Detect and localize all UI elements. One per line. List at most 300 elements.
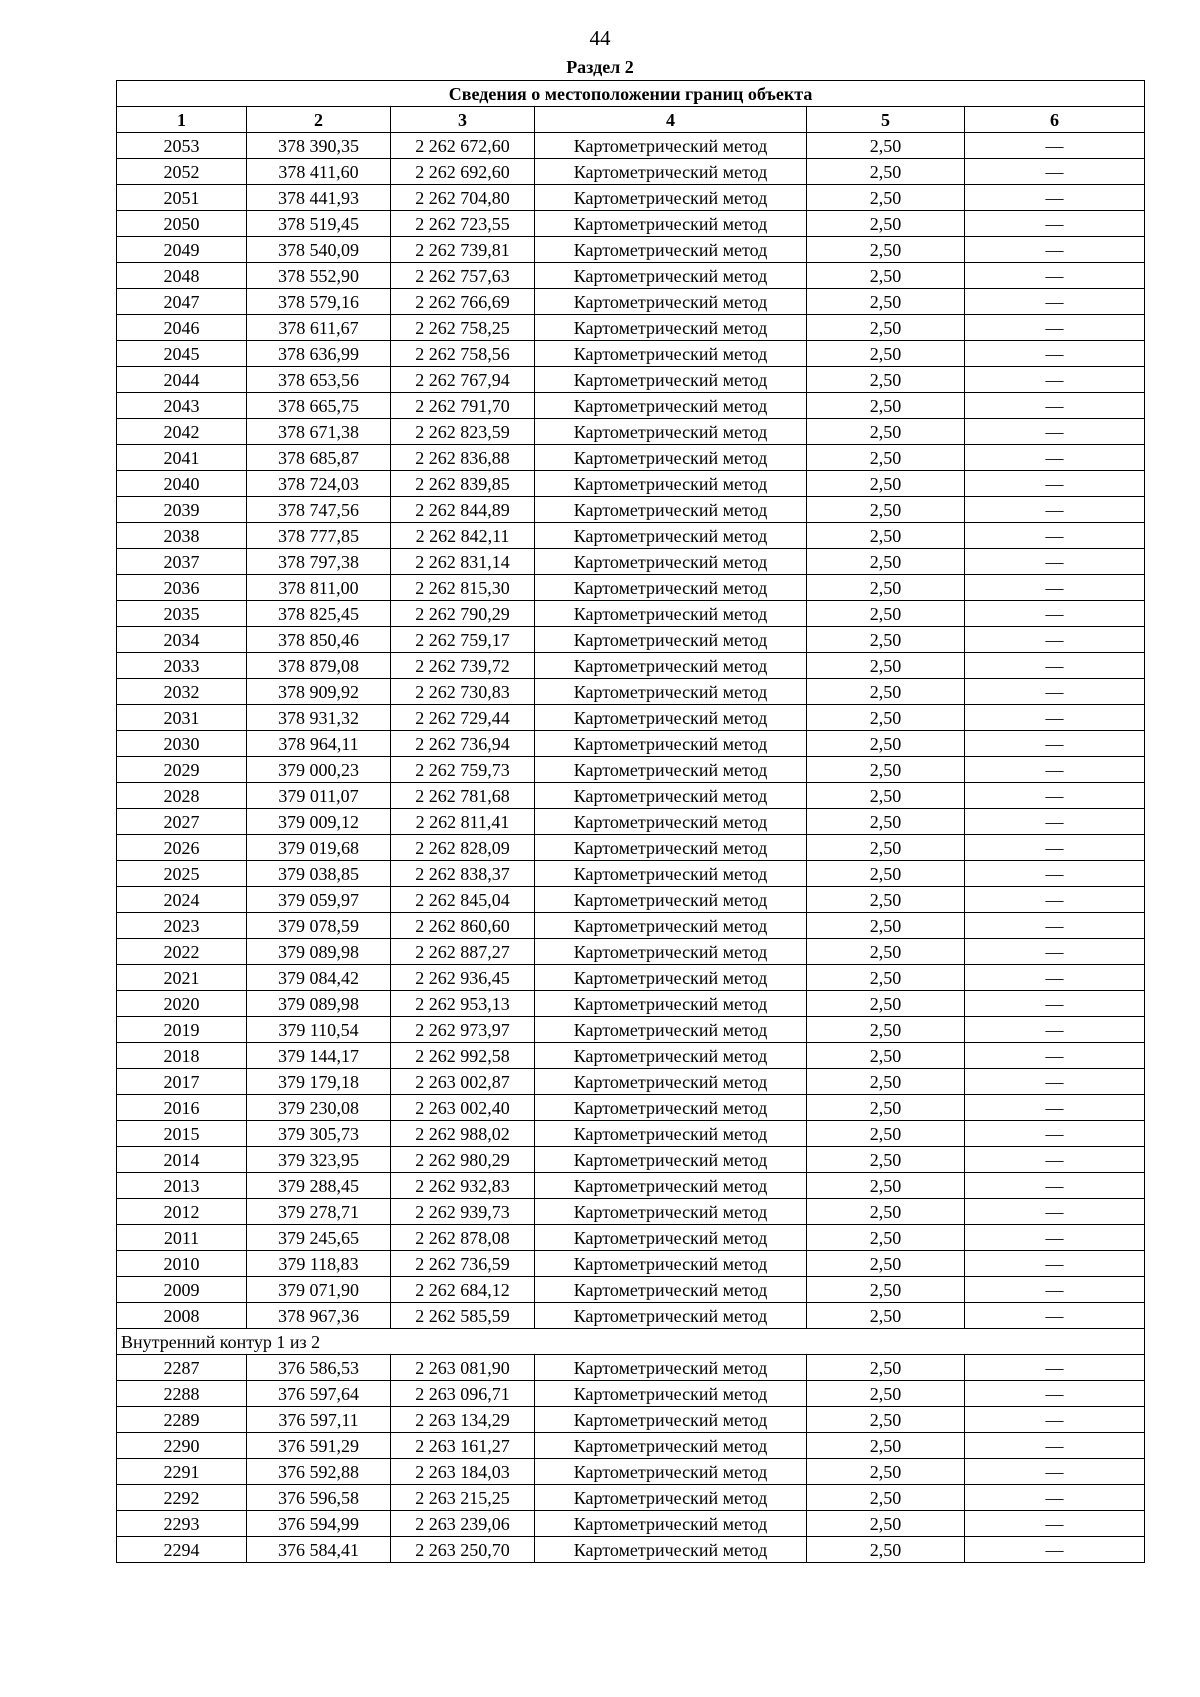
table-cell: 2 262 739,81 [391,237,535,263]
table-cell: 2 262 585,59 [391,1303,535,1329]
table-cell: 2 262 839,85 [391,471,535,497]
table-row [117,419,1145,445]
table-cell: — [965,1095,1145,1121]
table-row [117,757,1145,783]
table-cell: 379 288,45 [247,1173,391,1199]
table-cell: — [965,185,1145,211]
table-cell: Картометрический метод [535,1433,807,1459]
table-cell: — [965,1355,1145,1381]
table-cell: — [965,1017,1145,1043]
table-cell: 2 262 790,29 [391,601,535,627]
table-cell: 378 611,67 [247,315,391,341]
table-cell: Картометрический метод [535,159,807,185]
table-cell: — [965,1173,1145,1199]
table-cell: — [965,497,1145,523]
table-cell: 2 262 758,25 [391,315,535,341]
table-cell: 2,50 [807,575,965,601]
table-cell: — [965,133,1145,159]
table-cell: 379 089,98 [247,991,391,1017]
table-cell: 378 967,36 [247,1303,391,1329]
table-cell: Картометрический метод [535,1485,807,1511]
table-cell: — [965,1511,1145,1537]
table-cell: 2,50 [807,1485,965,1511]
table-cell: Картометрический метод [535,1355,807,1381]
table-cell: 2,50 [807,783,965,809]
table-cell: Картометрический метод [535,601,807,627]
table-cell: 2052 [117,159,247,185]
contour-separator [117,1329,1145,1355]
table-cell: 2,50 [807,523,965,549]
table-cell: 378 411,60 [247,159,391,185]
table-cell: Картометрический метод [535,419,807,445]
table-cell: — [965,1251,1145,1277]
table-cell: 2025 [117,861,247,887]
table-cell: — [965,419,1145,445]
table-cell: 378 579,16 [247,289,391,315]
table-row [117,549,1145,575]
table-cell: 2 262 758,56 [391,341,535,367]
table-row [117,1121,1145,1147]
table-cell: 376 591,29 [247,1433,391,1459]
table-cell: 2 262 831,14 [391,549,535,575]
table-cell: 2043 [117,393,247,419]
table-cell: 2,50 [807,471,965,497]
table-cell: 2 262 729,44 [391,705,535,731]
table-cell: 2,50 [807,1537,965,1563]
table-cell: 2,50 [807,1069,965,1095]
table-cell: 2015 [117,1121,247,1147]
table-cell: 378 540,09 [247,237,391,263]
table-cell: — [965,1459,1145,1485]
table-cell: 2,50 [807,1225,965,1251]
table-cell: 2 263 161,27 [391,1433,535,1459]
table-row [117,1407,1145,1433]
table-cell: — [965,1121,1145,1147]
table-row [117,1173,1145,1199]
table-cell: Картометрический метод [535,1173,807,1199]
table-cell: 2,50 [807,159,965,185]
table-cell: — [965,237,1145,263]
table-cell: 2018 [117,1043,247,1069]
table-cell: 2 262 723,55 [391,211,535,237]
table-cell: Картометрический метод [535,1251,807,1277]
table-cell: — [965,471,1145,497]
table-cell: 2,50 [807,445,965,471]
table-cell: 2,50 [807,1095,965,1121]
table-cell: 2020 [117,991,247,1017]
table-cell: 2 262 730,83 [391,679,535,705]
table-cell: 2,50 [807,1511,965,1537]
table-cell: 2 263 239,06 [391,1511,535,1537]
table-cell: 2034 [117,627,247,653]
table-cell: 378 519,45 [247,211,391,237]
table-cell: 2289 [117,1407,247,1433]
table-cell: 2 262 836,88 [391,445,535,471]
table-cell: 2031 [117,705,247,731]
table-cell: 2037 [117,549,247,575]
table-cell: 2 262 692,60 [391,159,535,185]
table-cell: 2 263 250,70 [391,1537,535,1563]
table-cell: 2,50 [807,185,965,211]
table-cell: Картометрический метод [535,731,807,757]
table-cell: 378 879,08 [247,653,391,679]
table-cell: 378 665,75 [247,393,391,419]
table-cell: — [965,809,1145,835]
table-cell: Картометрический метод [535,471,807,497]
table-cell: Картометрический метод [535,965,807,991]
table-cell: 2014 [117,1147,247,1173]
table-cell: 2 262 759,73 [391,757,535,783]
table-cell: Картометрический метод [535,1511,807,1537]
contour-row [117,1329,1145,1355]
table-cell: 2,50 [807,835,965,861]
table-cell: 2 262 953,13 [391,991,535,1017]
table-cell: 2,50 [807,809,965,835]
table-cell: 2 262 736,59 [391,1251,535,1277]
table-cell: 2 263 002,87 [391,1069,535,1095]
table-row [117,445,1145,471]
table-cell: 2,50 [807,133,965,159]
table-cell: 376 586,53 [247,1355,391,1381]
table-cell: 2,50 [807,1173,965,1199]
table-cell: Картометрический метод [535,913,807,939]
table-cell: — [965,861,1145,887]
table-cell: 2,50 [807,705,965,731]
table-cell: — [965,575,1145,601]
table-caption-row [117,81,1145,107]
table-cell: 2038 [117,523,247,549]
table-row [117,965,1145,991]
table-cell: 379 078,59 [247,913,391,939]
table-cell: 378 909,92 [247,679,391,705]
table-cell: 2044 [117,367,247,393]
table-cell: 378 777,85 [247,523,391,549]
table-cell: Картометрический метод [535,263,807,289]
table-cell: 2,50 [807,731,965,757]
table-cell: 2,50 [807,679,965,705]
table-cell: 2 262 759,17 [391,627,535,653]
table-cell: Картометрический метод [535,757,807,783]
column-header: 2 [247,107,391,133]
table-cell: Картометрический метод [535,341,807,367]
table-cell: 379 179,18 [247,1069,391,1095]
table-cell: 379 245,65 [247,1225,391,1251]
table-cell: 379 038,85 [247,861,391,887]
table-cell: 376 597,11 [247,1407,391,1433]
table-row [117,237,1145,263]
table-cell: Картометрический метод [535,289,807,315]
table-cell: 379 000,23 [247,757,391,783]
table-cell: 378 390,35 [247,133,391,159]
table-cell: 2022 [117,939,247,965]
column-header: 1 [117,107,247,133]
table-cell: Картометрический метод [535,1199,807,1225]
table-cell: Картометрический метод [535,653,807,679]
table-cell: — [965,1381,1145,1407]
table-cell: — [965,991,1145,1017]
table-cell: 379 110,54 [247,1017,391,1043]
table-cell: 2 262 757,63 [391,263,535,289]
table-row [117,393,1145,419]
table-cell: 2290 [117,1433,247,1459]
table-cell: — [965,1485,1145,1511]
table-cell: Картометрический метод [535,835,807,861]
table-row [117,1277,1145,1303]
table-cell: 2,50 [807,913,965,939]
table-cell: 2,50 [807,1251,965,1277]
table-cell: 2,50 [807,367,965,393]
table-cell: — [965,341,1145,367]
table-cell: — [965,445,1145,471]
table-cell: 2 262 828,09 [391,835,535,861]
table-cell: — [965,523,1145,549]
table-cell: Картометрический метод [535,1303,807,1329]
table-cell: Картометрический метод [535,393,807,419]
table-row [117,835,1145,861]
table-cell: 2,50 [807,1199,965,1225]
table-cell: 2,50 [807,263,965,289]
table-cell: 2 262 936,45 [391,965,535,991]
table-cell: 2048 [117,263,247,289]
table-cell: 378 441,93 [247,185,391,211]
table-cell: 2009 [117,1277,247,1303]
table-cell: 378 685,87 [247,445,391,471]
table-cell: 379 278,71 [247,1199,391,1225]
table-cell: 2 262 767,94 [391,367,535,393]
table-cell: 2029 [117,757,247,783]
table-cell: 2288 [117,1381,247,1407]
table-cell: Картометрический метод [535,575,807,601]
table-cell: 379 089,98 [247,939,391,965]
table-row [117,263,1145,289]
table-cell: 378 636,99 [247,341,391,367]
table-cell: Картометрический метод [535,549,807,575]
column-header: 6 [965,107,1145,133]
table-cell: 2292 [117,1485,247,1511]
table-cell: — [965,315,1145,341]
table-row [117,861,1145,887]
table-cell: Картометрический метод [535,1121,807,1147]
table-cell: 2 262 842,11 [391,523,535,549]
table-row [117,887,1145,913]
table-cell: 2046 [117,315,247,341]
table-cell: 2 262 781,68 [391,783,535,809]
table-row [117,211,1145,237]
table-cell: 2047 [117,289,247,315]
table-cell: 2 262 939,73 [391,1199,535,1225]
table-cell: 2,50 [807,1355,965,1381]
table-cell: 2,50 [807,1121,965,1147]
table-cell: 378 964,11 [247,731,391,757]
table-cell: 2036 [117,575,247,601]
table-row [117,1147,1145,1173]
table-cell: 2011 [117,1225,247,1251]
table-cell: 2027 [117,809,247,835]
table-cell: 2019 [117,1017,247,1043]
table-cell: 2,50 [807,419,965,445]
table-cell: 379 084,42 [247,965,391,991]
contour-table-body [117,1355,1145,1563]
table-cell: 2,50 [807,497,965,523]
table-row [117,679,1145,705]
table-row [117,341,1145,367]
table-cell: 2,50 [807,1433,965,1459]
table-cell: — [965,1537,1145,1563]
table-cell: 2017 [117,1069,247,1095]
table-cell: — [965,731,1145,757]
table-row [117,1485,1145,1511]
table-cell: — [965,263,1145,289]
table-cell: Картометрический метод [535,445,807,471]
table-cell: 2,50 [807,549,965,575]
table-cell: Картометрический метод [535,211,807,237]
table-cell: 2,50 [807,627,965,653]
table-row [117,783,1145,809]
table-cell: 2,50 [807,1303,965,1329]
table-cell: 2,50 [807,1459,965,1485]
table-cell: 378 724,03 [247,471,391,497]
table-cell: 2026 [117,835,247,861]
table-cell: — [965,549,1145,575]
table-cell: Картометрический метод [535,1043,807,1069]
table-cell: 2021 [117,965,247,991]
table-cell: Картометрический метод [535,1147,807,1173]
table-cell: 2013 [117,1173,247,1199]
table-cell: Картометрический метод [535,1407,807,1433]
table-cell: 2,50 [807,601,965,627]
table-cell: 2,50 [807,237,965,263]
table-cell: 2 262 766,69 [391,289,535,315]
table-body [117,133,1145,1329]
table-cell: 2,50 [807,289,965,315]
table-cell: — [965,367,1145,393]
table-row [117,939,1145,965]
table-cell: Картометрический метод [535,809,807,835]
table-cell: Картометрический метод [535,1017,807,1043]
table-cell: 379 071,90 [247,1277,391,1303]
table-cell: 2 262 992,58 [391,1043,535,1069]
table-cell: 378 552,90 [247,263,391,289]
table-row [117,1069,1145,1095]
table-cell: 2 262 973,97 [391,1017,535,1043]
table-header-row [117,107,1145,133]
table-cell: Картометрический метод [535,1069,807,1095]
table-cell: — [965,1303,1145,1329]
table-row [117,627,1145,653]
table-row [117,653,1145,679]
table-row [117,289,1145,315]
table-cell: 376 584,41 [247,1537,391,1563]
table-row [117,1381,1145,1407]
table-row [117,133,1145,159]
table-cell: 2 262 791,70 [391,393,535,419]
table-cell: 376 594,99 [247,1511,391,1537]
table-cell: Картометрический метод [535,497,807,523]
table-cell: 2 262 887,27 [391,939,535,965]
table-cell: Картометрический метод [535,1459,807,1485]
table-cell: 2 262 823,59 [391,419,535,445]
table-cell: Картометрический метод [535,237,807,263]
table-row [117,1459,1145,1485]
table-cell: — [965,627,1145,653]
table-cell: Картометрический метод [535,1277,807,1303]
table-cell: 378 931,32 [247,705,391,731]
table-cell: Картометрический метод [535,523,807,549]
table-cell: — [965,705,1145,731]
table-cell: 2,50 [807,1043,965,1069]
table-cell: 2041 [117,445,247,471]
table-cell: Картометрический метод [535,133,807,159]
table-cell: 2 262 860,60 [391,913,535,939]
table-cell: 2 262 815,30 [391,575,535,601]
table-row [117,1433,1145,1459]
table-cell: 2293 [117,1511,247,1537]
table-cell: — [965,835,1145,861]
table-cell: 2,50 [807,991,965,1017]
table-cell: 379 305,73 [247,1121,391,1147]
table-cell: Картометрический метод [535,939,807,965]
table-cell: 2 263 002,40 [391,1095,535,1121]
table-cell: 2 262 684,12 [391,1277,535,1303]
column-header: 4 [535,107,807,133]
table-cell: 2 262 844,89 [391,497,535,523]
table-cell: 2033 [117,653,247,679]
table-cell: 379 144,17 [247,1043,391,1069]
table-cell: 2012 [117,1199,247,1225]
table-row [117,471,1145,497]
table-cell: 2016 [117,1095,247,1121]
table-cell: Картометрический метод [535,627,807,653]
table-cell: 379 323,95 [247,1147,391,1173]
table-row [117,1017,1145,1043]
table-cell: — [965,1199,1145,1225]
table-cell: — [965,1225,1145,1251]
table-cell: Картометрический метод [535,1537,807,1563]
table-row [117,185,1145,211]
table-row [117,1251,1145,1277]
table-cell: — [965,1433,1145,1459]
table-cell: 2039 [117,497,247,523]
table-cell: 2 263 184,03 [391,1459,535,1485]
table-cell: Картометрический метод [535,861,807,887]
table-row [117,575,1145,601]
table-cell: 378 653,56 [247,367,391,393]
table-cell: 379 059,97 [247,887,391,913]
table-cell: 2024 [117,887,247,913]
table-cell: — [965,1277,1145,1303]
table-cell: 2 262 988,02 [391,1121,535,1147]
table-row [117,1043,1145,1069]
table-cell: 379 009,12 [247,809,391,835]
table-cell: 378 811,00 [247,575,391,601]
table-row [117,367,1145,393]
table-row [117,315,1145,341]
table-cell: 2010 [117,1251,247,1277]
table-row [117,731,1145,757]
table-cell: 2023 [117,913,247,939]
table-cell: 2,50 [807,393,965,419]
table-row [117,1537,1145,1563]
table-cell: — [965,679,1145,705]
table-cell: 2,50 [807,315,965,341]
table-cell: — [965,783,1145,809]
table-cell: 2,50 [807,1147,965,1173]
table-cell: 2049 [117,237,247,263]
table-cell: 2,50 [807,757,965,783]
section-title: Раздел 2 [566,57,634,77]
table-cell: 2294 [117,1537,247,1563]
column-header: 3 [391,107,535,133]
